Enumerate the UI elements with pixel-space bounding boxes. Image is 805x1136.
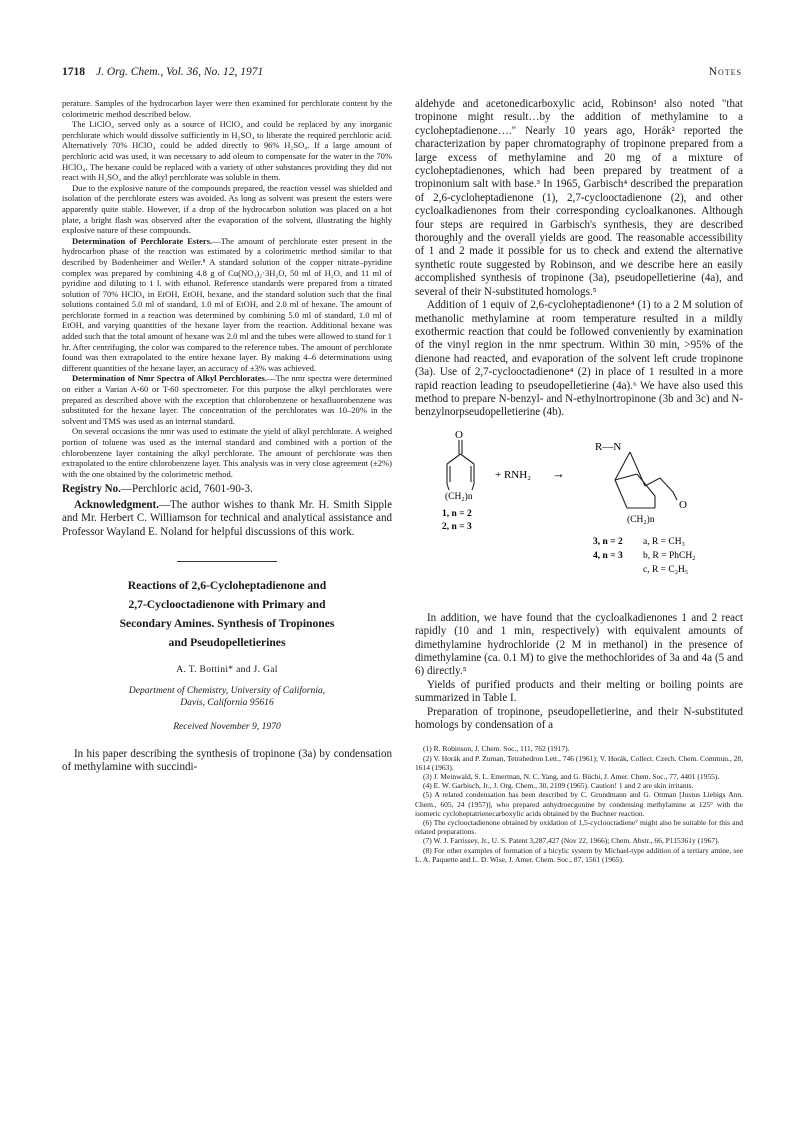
substituent-c: c, R = C₂H₅ — [643, 564, 689, 575]
substituent-b: b, R = PhCH₂ — [643, 550, 696, 561]
acknowledgment: Acknowledgment.—The author wishes to thank Mr. H. Smith Sipple and Mr. Herbert C. Williamson for technical and analytical assistance and Professor Wayland E. Noland for helpful discussions of this work. — [62, 498, 392, 538]
reaction-scheme — [415, 428, 743, 606]
footnote: (1) R. Robinson, J. Chem. Soc., 111, 762 (1917). — [423, 744, 570, 754]
footnotes — [415, 744, 743, 864]
received-date: Received November 9, 1970 — [173, 721, 281, 732]
subheading: Determination of Perchlorate Esters. — [72, 235, 213, 246]
right-column — [415, 98, 743, 864]
running-header — [62, 66, 742, 82]
footnote: (5) A related condensation has been described by C. Grundmann and G. Ottman [Justus Liebigs Ann. Chem., 605, 24 (1957)], who prepared anhydroecgonine by condensing methylamine at 125° with the isomeric cycloheptatrienecarboxylic acids obtained by the Buchner reaction. — [415, 790, 743, 818]
footnote: (6) The cyclooctadienone obtained by oxidation of 1,5-cyclooctadiene⁷ might also be suitable for this and related preparations. — [415, 818, 743, 837]
footnote: (2) V. Horák and P. Zuman, Tetrahedron Lett., 746 (1961); V. Horák, Collect. Czech. Chem. Commun., 28, 1614 (1963). — [415, 753, 743, 772]
registry-number: Registry No.—Perchloric acid, 7601-90-3. — [62, 483, 253, 496]
journal-citation: J. Org. Chem., Vol. 36, No. 12, 1971 — [96, 66, 264, 78]
section-label: Notes — [708, 66, 742, 78]
paragraph: On several occasions the nmr was used to estimate the yield of alkyl perchlorate. A weighed portion of toluene was used as the internal standard and combined with a portion of the chlorobenzene layer containing the alkyl perchlorate. The amount of perchlorate was then extrapolated to the entire chlorobenzene layer. This analysis was in very close agreement (±2%) with the one obtained by the colorimetric method. — [62, 426, 392, 479]
footnote: (4) E. W. Garbisch, Jr., J. Org. Chem., 30, 2109 (1965). Caution! 1 and 2 are skin irritants. — [423, 781, 694, 791]
paragraph: Yields of purified products and their melting or boiling points are summarized in Table I. — [415, 678, 743, 705]
footnote: (7) W. J. Farrissey, Jr., U. S. Patent 3,287,427 (Nov 22, 1966); Chem. Abstr., 66, P115361y (1967). — [423, 836, 720, 846]
bicyclic-structure — [615, 452, 677, 508]
reaction-arrow: → — [552, 465, 565, 481]
footnote: (3) J. Meinwald, S. L. Emerman, N. C. Yang, and G. Büchi, J. Amer. Chem. Soc., 77, 4401 (1955). — [423, 772, 720, 782]
rn-label: R—N — [595, 440, 622, 453]
substituent-a: a, R = CH₃ — [643, 536, 685, 547]
compound-3-label: 3, n = 2 — [593, 536, 623, 547]
paragraph: perature. Samples of the hydrocarbon layer were then examined for perchlorate content by the colorimetric method described below. — [62, 98, 392, 119]
authors: A. T. Bottini* and J. Gal — [176, 664, 278, 675]
oxygen-label-right: O — [679, 498, 687, 511]
article-title: Reactions of 2,6-Cycloheptadienone and 2,7-Cyclooctadienone with Primary and Secondary Amines. Synthesis of Tropinones and Pseudopelletierines — [119, 579, 335, 649]
article-divider — [177, 561, 277, 562]
paragraph: aldehyde and acetonedicarboxylic acid, Robinson¹ also noted "that tropinone might result…by the addition of methylamine to a cycloheptadienone…." Nearly 10 years ago, Horák² reported the characterization by paper chromatography of tropinone prepared from a large excess of methylamine and 20 mg of a mixture of cycloheptadienones, which had been prepared by treatment of a tropinonium salt with base.³ In 1965, Garbisch⁴ described the preparation of 2,6-cycloheptadienone (1), 2,7-cyclooctadienone (2), and other cycloalkadienones from their corresponding cycloalkanones. Although four steps are required in Garbisch's synthesis, they are described thoroughly and the overall yields are good. The reasonable accessibility of 1 and 2 made it possible for us to check and extend the alternative synthetic route suggested by Robinson, and we describe here an easily accomplished synthesis of tropinone (3a), pseudopelletierine (4a), and several of their N-substituted homologs.⁵ — [415, 98, 743, 298]
oxygen-label: O — [455, 428, 463, 441]
paragraph: Due to the explosive nature of the compounds prepared, the reaction vessel was shielded and isolation of the perchlorate esters was avoided. As long as solvent was present the esters were apparently quite stable. However, if a drop of the hydrocarbon solution was placed on a hot plate, a bright flash was observed after the evaporation of the solvent, illustrating the highly explosive nature of these compounds. — [62, 182, 392, 236]
left-column — [62, 98, 392, 775]
paragraph-determination-esters — [62, 236, 392, 374]
footnote: (8) For other examples of formation of a bicylic system by Michael-type addition of a tertiary amine, see L. A. Paquette and L. D. Wise, J. Amer. Chem. Soc., 87, 1561 (1965). — [415, 845, 743, 864]
compound-2-label: 2, n = 3 — [442, 521, 472, 532]
paragraph-body: —The amount of perchlorate ester present in the hydrocarbon phase of the reaction was estimated by a colorimetric method similar to that described by Bodenheimer and Weiler.⁸ A standard solution of the copper nitrate–pyridine complex was prepared by combining 4.8 g of Cu(NO₃)₂·3H₂O, 50 ml of H₂O, and 11 ml of pyridine and diluting to 1 l. with ethanol. Reference standards were prepared from a titrated solution of 70% HClO₄ in EtOH, EtOH, hexane, and the standard solution such that the final solutions contained 5.0 ml of standard, 1.0 ml of EtOH, and 2.0 ml of hexane. The amount of perchlorate formed in a reaction was determined by combining 5.0 ml of standard, 1.0 ml of EtOH, and varying quantities of the hexane layer from the reaction. Additional hexane was added such that the total amount of hexane was 2.0 ml and the tubes were allowed to stand for 1 hr. After centrifuging, the color was compared to the reference tubes. The amount of perchlorate found was then extrapolated to the entire hexane layer. By making 4–6 determinations using different quantities of the hexane layer, an accuracy of ±3% was achieved. — [62, 235, 392, 373]
subheading: Determination of Nmr Spectra of Alkyl Perchlorates. — [72, 373, 268, 384]
ch2n-label-right: (CH₂)n — [627, 514, 655, 525]
intro-paragraph: In his paper describing the synthesis of tropinone (3a) by condensation of methylamine with succindi- — [62, 748, 392, 774]
compound-1-label: 1, n = 2 — [442, 508, 472, 519]
compound-4-label: 4, n = 3 — [593, 550, 623, 561]
scheme-drawing — [415, 428, 743, 606]
affiliation: Department of Chemistry, University of California, Davis, California 95616 — [128, 685, 326, 708]
paragraph: The LiClO₄ served only as a source of HClO₄ and could be replaced by any inorganic perchlorate which would dissolve sufficiently in H₂SO₄ to liberate the required perchloric acid. Alternatively 70% HClO₄ could be added directly to 96% H₂SO₄. If a large amount of perchloric acid was used, it was necessary to add oleum to compensate for the water in the 70% HClO₄. The hexane could be replaced with a variety of other substances providing they did not react with H₂SO₄ and the alkyl perchlorate was soluble in them. — [62, 119, 392, 183]
paragraph: In addition, we have found that the cycloalkadienones 1 and 2 react rapidly (10 and 1 min, respectively) with equivalent amounts of dimethylamine hydrochloride (2 M in methanol) in the presence of dimethylamine (ca. 0.1 M) to give the methochlorides of 3a and 4a (5 and 6) directly.⁵ — [415, 611, 743, 678]
reagent-label: + RNH₂ — [495, 468, 532, 481]
paragraph-body: —The nmr spectra were determined on either a Varian A-60 or T-60 spectrometer. For this purpose the alkyl perchlorates were prepared as described above with the exception that chlorobenzene or hexafluorobenzene was substituted for the hexane layer. The concentration of the perchlorates was 10–20% in the solvent and TMS was used as an internal standard. — [62, 373, 392, 426]
ch2n-label-left: (CH₂)n — [445, 491, 473, 502]
page-number: 1718 — [62, 66, 85, 78]
paragraph-determination-nmr — [62, 373, 392, 426]
dienone-structure — [447, 440, 474, 490]
paragraph: Preparation of tropinone, pseudopelletierine, and their N-substituted homologs by condensation of a — [415, 705, 743, 731]
paragraph: Addition of 1 equiv of 2,6-cycloheptadienone⁴ (1) to a 2 M solution of methanolic methylamine at room temperature resulted in a mildly exothermic reaction that could be followed conveniently by examination of the vinyl region in the nmr spectrum. Within 30 min, >95% of the dienone had reacted, and evaporation of the solvent left crude tropinone (3a). Use of 2,7-cyclooctadienone⁴ (2) in place of 1 resulted in a more rapid reaction leading to pseudopelletierine (4a).⁶ We have also used this method to prepare N-benzyl- and N-ethylnortropinone (3b and 3c) and N-benzylnorpseudopelletierine (4b). — [415, 299, 743, 419]
